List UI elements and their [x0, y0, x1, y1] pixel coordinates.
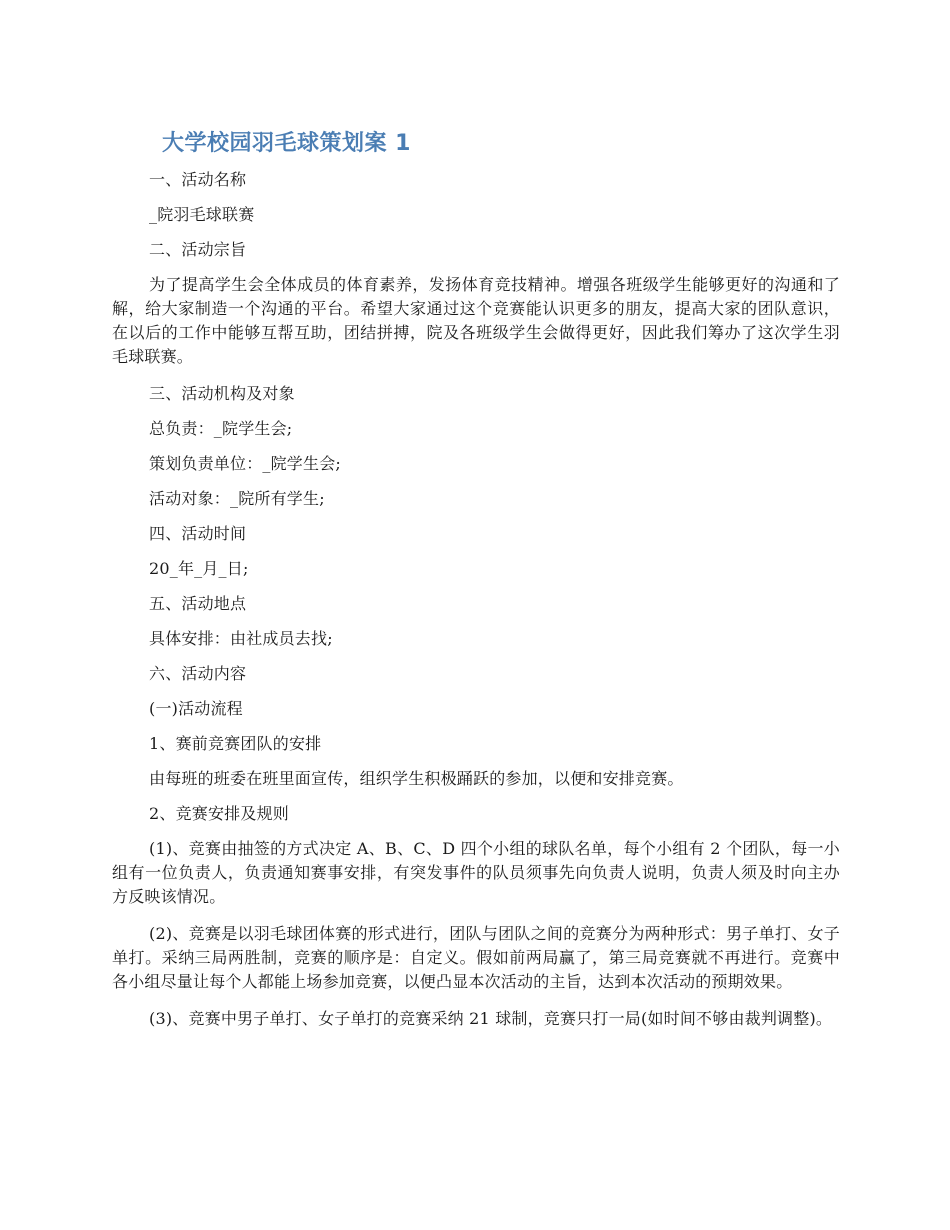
location-text: 具体安排：由社成员去找;	[149, 629, 333, 648]
participants-text: 活动对象：_院所有学生;	[149, 489, 325, 508]
planning-unit-text: 策划负责单位：_院学生会;	[149, 454, 341, 473]
team-arrangement-text: 由每班的班委在班里面宣传，组织学生积极踊跃的参加，以便和安排竞赛。	[149, 769, 684, 788]
subsection-heading-flow: (一)活动流程	[149, 699, 243, 718]
section-heading-organization: 三、活动机构及对象	[149, 384, 295, 403]
section-heading-content: 六、活动内容	[149, 664, 247, 683]
section-heading-name: 一、活动名称	[149, 170, 247, 189]
rule-paragraph-3: (3)、竞赛中男子单打、女子单打的竞赛采纳 21 球制，竞赛只打一局(如时间不够由裁判调整)。	[149, 1009, 833, 1028]
document-title: 大学校园羽毛球策划案 1	[162, 131, 411, 156]
purpose-paragraph: 为了提高学生会全体成员的体育素养，发扬体育竞技精神。增强各班级学生能够更好的沟通和了解，给大家制造一个沟通的平台。希望大家通过这个竞赛能认识更多的朋友，提高大家的团队意识，在以后的工作中能够互帮互助，团结拼搏，院及各班级学生会做得更好，因此我们筹办了这次学生羽毛球联赛。	[112, 275, 840, 366]
document-body	[112, 168, 840, 1042]
rule-paragraph-1: (1)、竞赛由抽签的方式决定 A、B、C、D 四个小组的球队名单，每个小组有 2 个团队，每一小组有一位负责人，负责通知赛事安排，有突发事件的队员须事先向负责人说明，负责人须及时向主办方反映该情况。	[112, 839, 840, 906]
section-heading-time: 四、活动时间	[149, 524, 247, 543]
activity-name-text: _院羽毛球联赛	[149, 205, 255, 224]
section-heading-location: 五、活动地点	[149, 594, 247, 613]
rule-paragraph-2: (2)、竞赛是以羽毛球团体赛的形式进行，团队与团队之间的竞赛分为两种形式：男子单打、女子单打。采纳三局两胜制，竞赛的顺序是：自定义。假如前两局赢了，第三局竞赛就不再进行。竞赛中各小组尽量让每个人都能上场参加竞赛，以便凸显本次活动的主旨，达到本次活动的预期效果。	[112, 924, 840, 991]
organizer-text: 总负责：_院学生会;	[149, 419, 293, 438]
item-heading-team-arrangement: 1、赛前竞赛团队的安排	[149, 734, 322, 753]
section-heading-purpose: 二、活动宗旨	[149, 240, 247, 259]
item-heading-rules: 2、竞赛安排及规则	[149, 804, 289, 823]
date-text: 20_年_月_日;	[149, 559, 249, 578]
